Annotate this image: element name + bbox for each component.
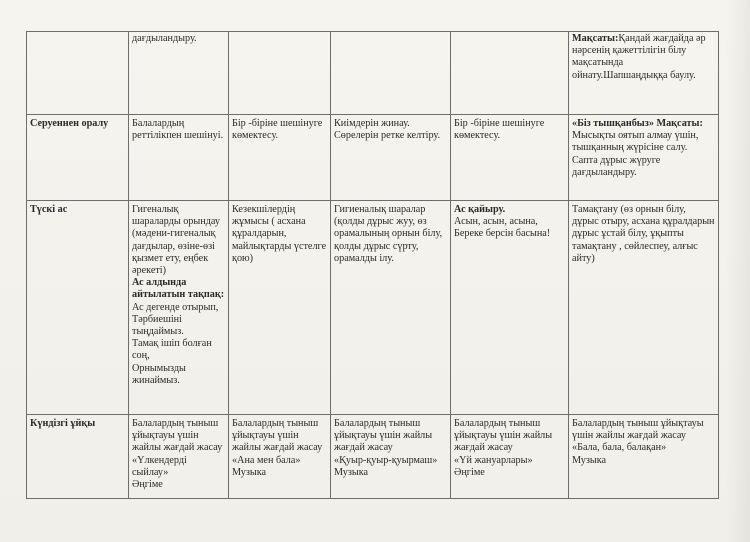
rhyme-line: Ас дегенде отырып, bbox=[132, 301, 219, 313]
day-cell bbox=[569, 32, 719, 115]
row-label-cell bbox=[27, 32, 129, 115]
day-cell bbox=[331, 115, 451, 201]
row-label-cell bbox=[27, 115, 129, 201]
nap-title: «Бала, бала, балақан» bbox=[572, 442, 667, 454]
row-label: Түскі ас bbox=[30, 204, 68, 215]
day-cell bbox=[569, 415, 719, 499]
cell-text: дағдыландыру. bbox=[132, 33, 197, 44]
day-cell bbox=[129, 32, 229, 115]
cell-text: Бір -біріне шешінуге көмектесу. bbox=[454, 118, 545, 142]
rhyme-line: Тәрбиешіні тыңдаймыз. bbox=[132, 313, 184, 338]
table-row-return-from-walk bbox=[27, 115, 719, 201]
day-cell bbox=[229, 415, 331, 499]
day-cell bbox=[129, 415, 229, 499]
cell-text: Кезекшілердің жұмысы ( асхана құралдарын, майлықтарды үстелге қою) bbox=[232, 204, 327, 264]
day-cell bbox=[229, 32, 331, 115]
cell-text: Гигиеналық шаралар (қолды дұрыс жуу, өз орамалының орнын білу, қолды дұрыс сүрту, орамалды ілу. bbox=[334, 204, 443, 264]
daily-plan-table bbox=[26, 31, 719, 499]
nap-title: «Қуыр-қуыр-қуырмаш» bbox=[334, 454, 438, 466]
row-label: Күндізгі ұйқы bbox=[30, 418, 96, 429]
game-title: «Біз тышқанбыз» Мақсаты: bbox=[572, 118, 703, 129]
rhyme-heading: Ас алдында айтылатын тақпақ: bbox=[132, 277, 225, 301]
nap-kind: Музыка bbox=[572, 454, 607, 466]
nap-kind: Музыка bbox=[232, 466, 267, 478]
table-row-continuation bbox=[27, 32, 719, 115]
row-label-cell bbox=[27, 201, 129, 415]
day-cell bbox=[129, 115, 229, 201]
cell-text: Тамақтану (өз орнын білу, дұрыс отыру, асхана құралдарын дұрыс ұстай білу, ұқыпты тамақтану , сөйлеспеу, алғыс айту) bbox=[572, 204, 715, 264]
day-cell bbox=[331, 415, 451, 499]
day-cell bbox=[569, 201, 719, 415]
nap-intro: Балалардың тыныш ұйықтауы үшін жайлы жағдай жасау bbox=[232, 418, 323, 454]
cell-text: Киімдерін жинау. Сөрелерін ретке келтіру. bbox=[334, 118, 441, 142]
day-cell bbox=[229, 201, 331, 415]
goal-label: Мақсаты: bbox=[572, 33, 619, 44]
day-cell bbox=[331, 32, 451, 115]
day-cell bbox=[331, 201, 451, 415]
nap-title: «Үй жануарлары» bbox=[454, 454, 533, 466]
cell-text: Балалардың реттілікпен шешінуі. bbox=[132, 118, 224, 142]
rhyme-line: Тамақ ішіп болған соң, bbox=[132, 338, 212, 362]
day-cell bbox=[129, 201, 229, 415]
hygiene-text: Гигеналық шараларды орындау (мәдени-гигеналық дағдылар, өзіне-өзі қызмет ету, еңбек әрекеті) bbox=[132, 204, 220, 277]
nap-intro: Балалардың тыныш ұйықтауы үшін жайлы жағдай жасау bbox=[334, 418, 433, 454]
day-cell bbox=[451, 115, 569, 201]
page-edge-shadow bbox=[726, 0, 750, 542]
day-cell bbox=[229, 115, 331, 201]
row-label-cell bbox=[27, 415, 129, 499]
day-cell bbox=[451, 32, 569, 115]
cell-text: Бір -біріне шешінуге көмектесу. bbox=[232, 118, 323, 142]
day-cell bbox=[451, 201, 569, 415]
table-row-nap bbox=[27, 415, 719, 499]
nap-intro: Балалардың тыныш ұйықтауы үшін жайлы жағдай жасау bbox=[454, 418, 553, 454]
goal-text: Мысықты оятып алмау үшін, тышқанның жүрісіне салу. Сапта дұрыс жүруге дағдыландыру. bbox=[572, 130, 699, 178]
nap-intro: Балалардың тыныш ұйықтауы үшін жайлы жағдай жасау bbox=[132, 418, 223, 454]
day-cell bbox=[451, 415, 569, 499]
nap-intro: Балалардың тыныш ұйықтауы үшін жайлы жағдай жасау bbox=[572, 418, 704, 442]
nap-kind: Әңгіме bbox=[132, 479, 163, 491]
blessing-text: Асын, асын, асына, Береке берсін басына! bbox=[454, 216, 551, 240]
nap-title: «Үлкендерді сыйлау» bbox=[132, 454, 187, 478]
goal-text: Қандай жағдайда әр нәрсенің қажеттілігін білу мақсатында ойнату.Шапшаңдыққа баулу. bbox=[572, 33, 706, 81]
nap-kind: Музыка bbox=[334, 466, 369, 478]
row-label: Серуеннен оралу bbox=[30, 118, 109, 129]
blessing-heading: Ас қайыру. bbox=[454, 204, 506, 215]
nap-title: «Ана мен бала» bbox=[232, 454, 301, 466]
nap-kind: Әңгіме bbox=[454, 466, 485, 478]
rhyme-line: Орнымызды жинаймыз. bbox=[132, 362, 186, 386]
day-cell bbox=[569, 115, 719, 201]
table-row-lunch bbox=[27, 201, 719, 415]
